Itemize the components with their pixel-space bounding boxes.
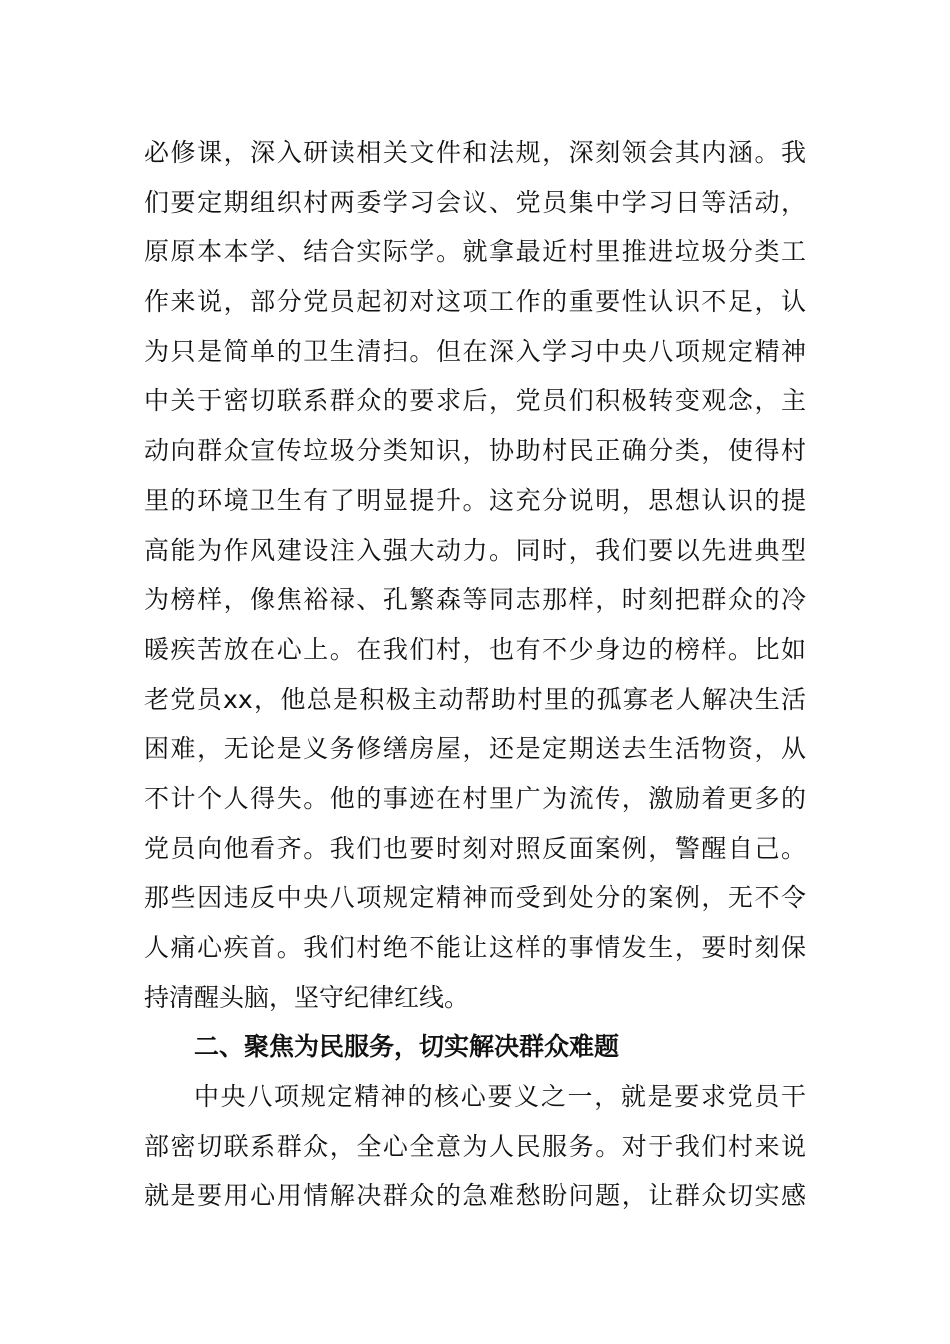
text-line: 必修课，深入研读相关文件和法规，深刻领会其内涵。我 xyxy=(144,138,806,167)
text-line: 部密切联系群众，全心全意为人民服务。对于我们村来说 xyxy=(144,1131,806,1161)
paragraph-2 xyxy=(144,1072,806,1221)
text-line: 中关于密切联系群众的要求后，党员们积极转变观念，主 xyxy=(144,386,806,416)
text-line: 作来说，部分党员起初对这项工作的重要性认识不足，认 xyxy=(144,287,806,317)
text-line: 困难，无论是义务修缮房屋，还是定期送去生活物资，从 xyxy=(144,734,806,764)
paragraph-1 xyxy=(144,128,806,1022)
text-line: 那些因违反中央八项规定精神而受到处分的案例，无不令 xyxy=(144,883,806,913)
section-heading: 二、聚焦为民服务，切实解决群众难题 xyxy=(194,1032,620,1062)
text-line: 为榜样，像焦裕禄、孔繁森等同志那样，时刻把群众的冷 xyxy=(144,585,806,615)
text-line: 原原本本学、结合实际学。就拿最近村里推进垃圾分类工 xyxy=(144,237,806,267)
text-line: 老党员xx，他总是积极主动帮助村里的孤寡老人解决生活 xyxy=(144,684,806,714)
text-line: 就是要用心用情解决群众的急难愁盼问题，让群众切实感 xyxy=(144,1181,806,1211)
text-line: 们要定期组织村两委学习会议、党员集中学习日等活动， xyxy=(144,187,806,217)
text-line: 动向群众宣传垃圾分类知识，协助村民正确分类，使得村 xyxy=(144,436,806,466)
text-line: 为只是简单的卫生清扫。但在深入学习中央八项规定精神 xyxy=(144,336,806,366)
document-body xyxy=(144,128,806,1221)
text-line: 党员向他看齐。我们也要时刻对照反面案例，警醒自己。 xyxy=(144,833,806,863)
text-line: 持清醒头脑，坚守纪律红线。 xyxy=(144,982,470,1012)
text-line: 里的环境卫生有了明显提升。这充分说明，思想认识的提 xyxy=(144,485,806,515)
text-line: 中央八项规定精神的核心要义之一，就是要求党员干 xyxy=(194,1082,806,1112)
text-line: 高能为作风建设注入强大动力。同时，我们要以先进典型 xyxy=(144,535,806,565)
text-line: 不计个人得失。他的事迹在村里广为流传，激励着更多的 xyxy=(144,783,806,813)
text-line: 暖疾苦放在心上。在我们村，也有不少身边的榜样。比如 xyxy=(144,634,806,664)
text-line: 人痛心疾首。我们村绝不能让这样的事情发生，要时刻保 xyxy=(144,933,806,962)
